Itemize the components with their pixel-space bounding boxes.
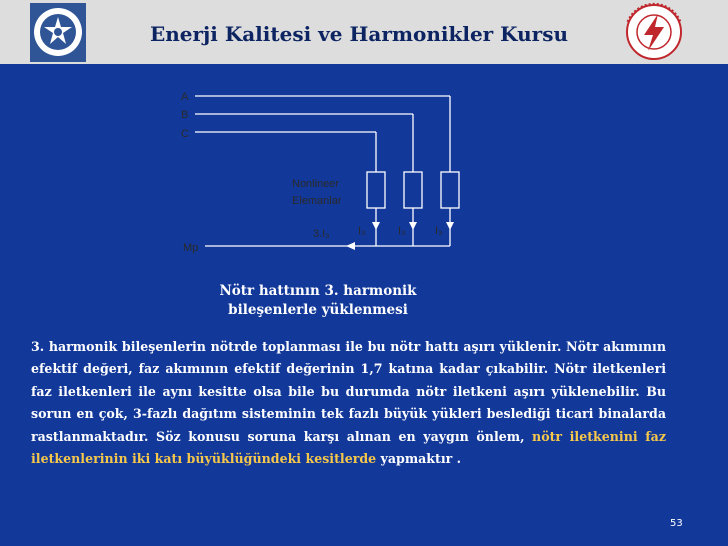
neutral-current-label: 3.I₃ xyxy=(313,228,330,240)
body-paragraph xyxy=(31,336,666,470)
caption-line-1: Nötr hattının 3. harmonik xyxy=(219,283,417,299)
current-arrow-2 xyxy=(409,222,417,230)
load-label-line1: Nonlineer xyxy=(292,178,340,190)
body-text-part1: 3. harmonik bileşenlerin nötrde toplanması ile bu nötr hattı aşırı yüklenir. Nötr akımının efektif değeri, faz akımının efektif değerinin 1,7 katına kadar çıkabilir. Nötr iletkenleri faz iletkenleri ile aynı kesitte olsa bile bu durumda nötr iletkeni aşırı yüklenebilir. Bu sorun en çok, 3-fazlı dağıtım sisteminin tek fazlı büyük yükleri beslediği ticari binalarda rastlanmaktadır. Söz konusu soruna karşı alınan en yaygın önlem, xyxy=(31,339,666,444)
neutral-arrow xyxy=(346,242,355,250)
current-arrow-3 xyxy=(446,222,454,230)
body-text-part2: yapmaktır . xyxy=(376,451,462,467)
load-resistor-3 xyxy=(441,172,459,208)
page-title: Enerji Kalitesi ve Harmonikler Kursu xyxy=(150,22,569,46)
neutral-label: Mp xyxy=(183,242,199,254)
page-number: 53 xyxy=(670,518,683,529)
load-label-line2: Elemanlar xyxy=(292,195,342,207)
phase-label-c: C xyxy=(181,128,189,140)
branch-current-label-2: I₃ xyxy=(398,225,406,237)
branch-current-label-3: I₃ xyxy=(435,225,443,237)
current-arrow-1 xyxy=(372,222,380,230)
caption-line-2: bileşenlerle yüklenmesi xyxy=(228,302,408,318)
phase-label-b: B xyxy=(181,109,189,121)
load-resistor-2 xyxy=(404,172,422,208)
body-text-highlight: nötr iletkenini faz iletkenlerinin iki katı büyüklüğündeki kesitlerde xyxy=(31,428,666,467)
phase-label-a: A xyxy=(181,91,189,103)
diagram-caption xyxy=(213,282,423,320)
branch-current-label-1: I₃ xyxy=(358,225,366,237)
load-resistor-1 xyxy=(367,172,385,208)
